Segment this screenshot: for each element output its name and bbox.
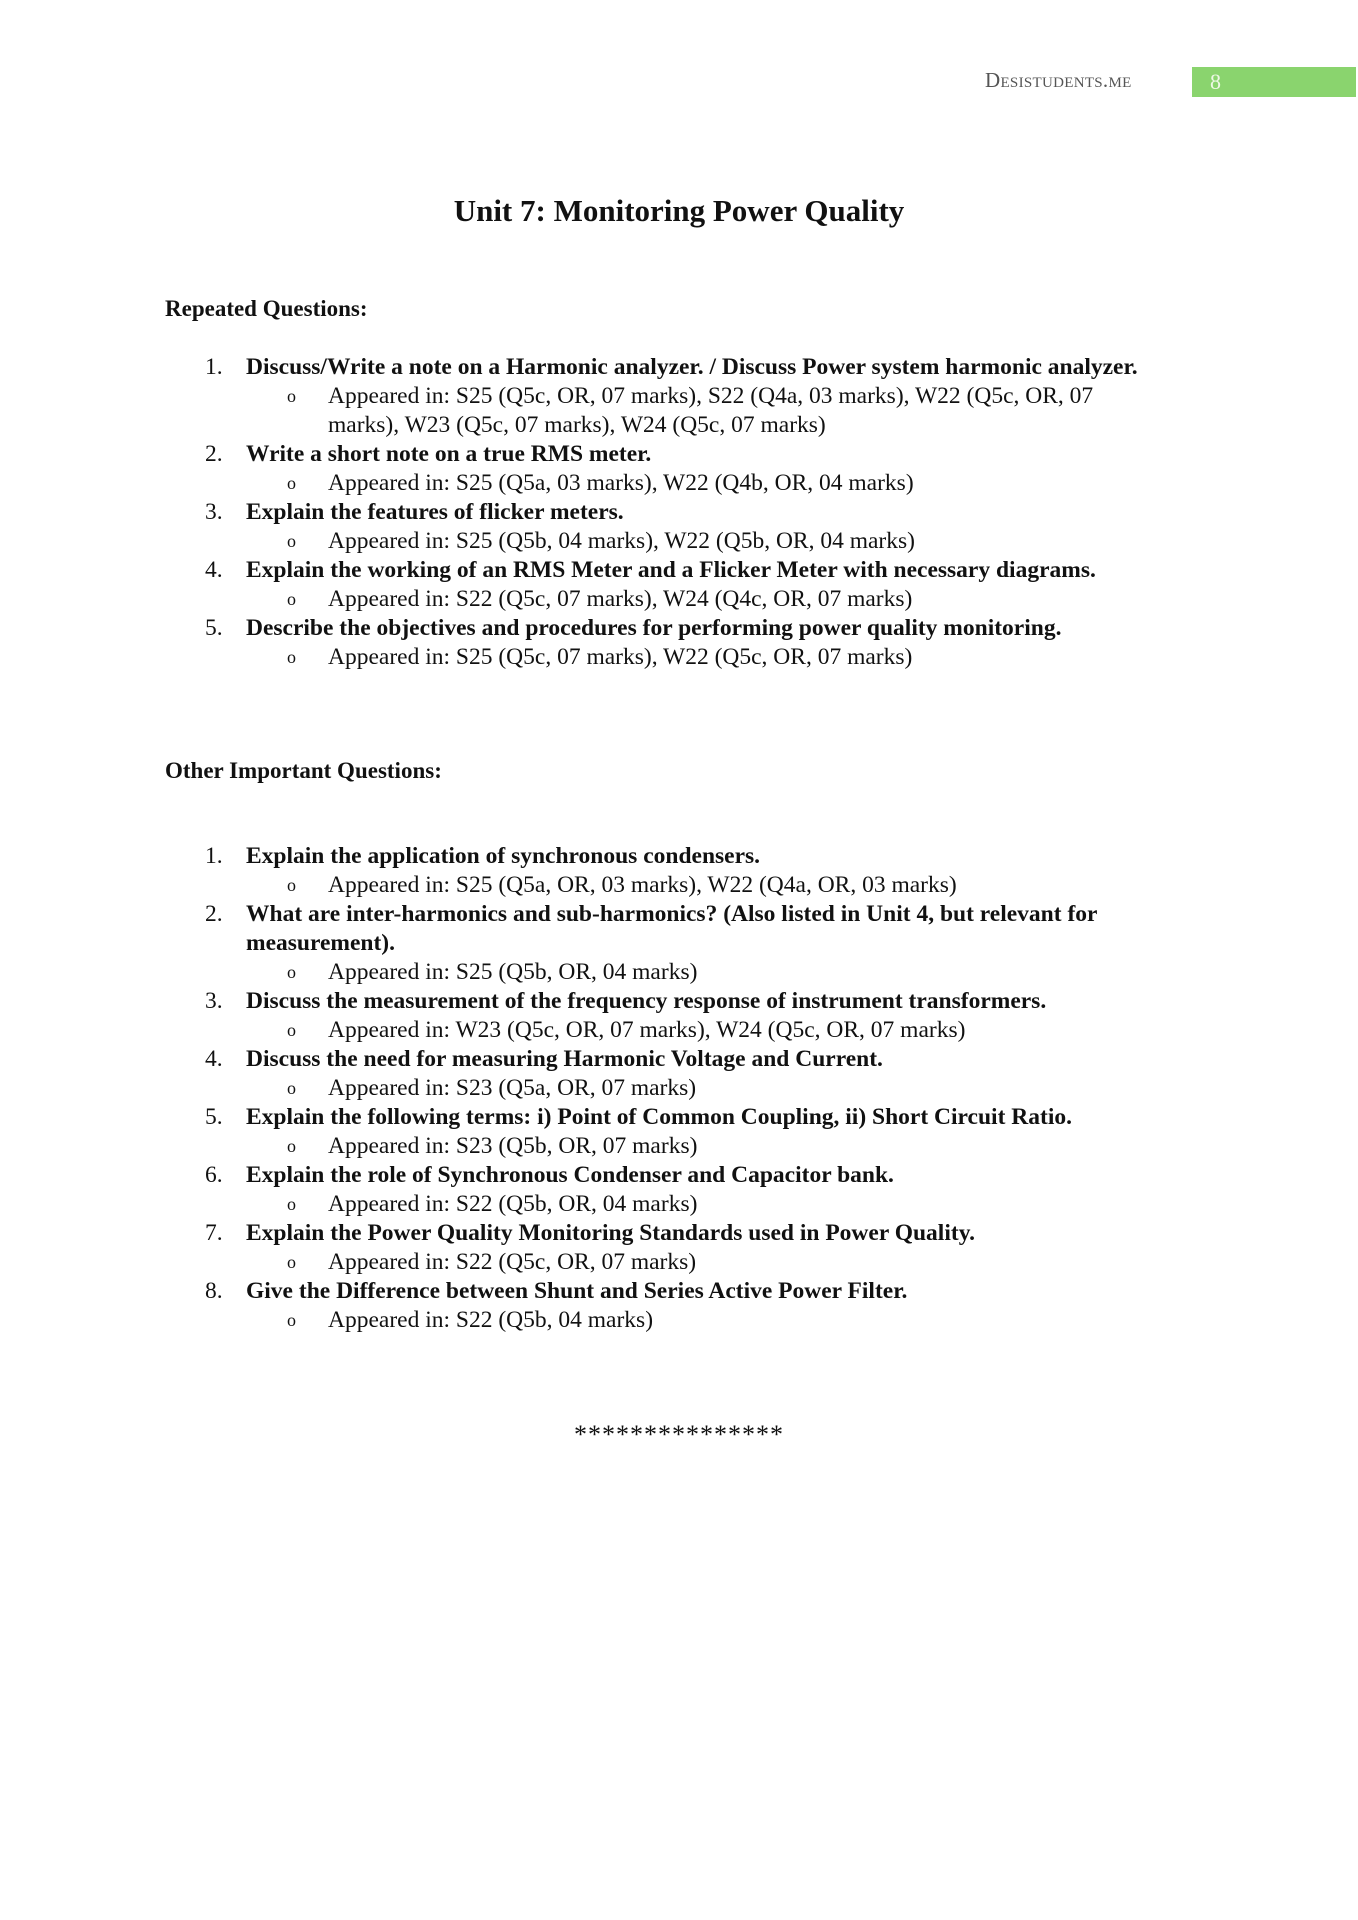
bullet-icon: o <box>287 1194 296 1214</box>
question-text: Explain the working of an RMS Meter and a Flicker Meter with necessary diagrams. <box>246 557 1096 583</box>
question-item <box>165 1161 1165 1190</box>
bullet-icon: o <box>287 1252 296 1272</box>
question-number: 2. <box>205 441 223 467</box>
question-item <box>165 987 1165 1016</box>
bullet-icon: o <box>287 589 296 609</box>
page-title: Unit 7: Monitoring Power Quality <box>453 193 905 228</box>
repeated-questions-list <box>165 353 1165 672</box>
bullet-icon: o <box>287 386 296 406</box>
question-number: 8. <box>205 1278 223 1304</box>
question-number: 1. <box>205 843 223 869</box>
appeared-in-item <box>165 1132 1165 1161</box>
appeared-in-item <box>165 1306 1165 1335</box>
appeared-in-text: Appeared in: S22 (Q5c, OR, 07 marks) <box>328 1249 697 1275</box>
appeared-in-text: Appeared in: S22 (Q5b, 04 marks) <box>328 1307 654 1333</box>
question-item <box>165 556 1165 585</box>
appeared-in-text: Appeared in: S25 (Q5a, OR, 03 marks), W22 (Q4a, OR, 03 marks) <box>328 872 957 898</box>
question-text: Explain the application of synchronous condensers. <box>246 843 761 869</box>
question-text: What are inter-harmonics and sub-harmonics? (Also listed in Unit 4, but relevant for measurement). <box>246 901 1098 956</box>
question-item <box>165 842 1165 871</box>
bullet-icon: o <box>287 1136 296 1156</box>
appeared-in-item <box>165 643 1165 672</box>
bullet-icon: o <box>287 1020 296 1040</box>
appeared-in-item <box>165 382 1165 440</box>
question-number: 5. <box>205 1104 223 1130</box>
question-number: 6. <box>205 1162 223 1188</box>
separator: *************** <box>574 1420 784 1449</box>
question-text: Explain the role of Synchronous Condenser and Capacitor bank. <box>246 1162 894 1188</box>
appeared-in-item <box>165 1248 1165 1277</box>
question-item <box>165 900 1165 958</box>
question-text: Write a short note on a true RMS meter. <box>246 441 652 467</box>
appeared-in-item <box>165 1190 1165 1219</box>
question-text: Explain the Power Quality Monitoring Standards used in Power Quality. <box>246 1220 976 1246</box>
appeared-in-text: Appeared in: S25 (Q5a, 03 marks), W22 (Q4b, OR, 04 marks) <box>328 470 914 496</box>
bullet-icon: o <box>287 1310 296 1330</box>
appeared-in-text: Appeared in: S25 (Q5c, 07 marks), W22 (Q5c, OR, 07 marks) <box>328 644 913 670</box>
bullet-icon: o <box>287 875 296 895</box>
appeared-in-item <box>165 1016 1165 1045</box>
site-name: Desistudents.me <box>985 68 1132 92</box>
question-number: 3. <box>205 988 223 1014</box>
appeared-in-text: Appeared in: S25 (Q5c, OR, 07 marks), S22 (Q4a, 03 marks), W22 (Q5c, OR, 07 marks), W23 (Q5c, 07 marks), W24 (Q5c, 07 marks) <box>328 383 1094 438</box>
question-text: Discuss the measurement of the frequency response of instrument transformers. <box>246 988 1047 1014</box>
bullet-icon: o <box>287 647 296 667</box>
appeared-in-text: Appeared in: W23 (Q5c, OR, 07 marks), W24 (Q5c, OR, 07 marks) <box>328 1017 966 1043</box>
bullet-icon: o <box>287 962 296 982</box>
question-text: Explain the following terms: i) Point of Common Coupling, ii) Short Circuit Ratio. <box>246 1104 1072 1130</box>
question-text: Give the Difference between Shunt and Series Active Power Filter. <box>246 1278 908 1304</box>
question-item <box>165 498 1165 527</box>
appeared-in-text: Appeared in: S22 (Q5c, 07 marks), W24 (Q4c, OR, 07 marks) <box>328 586 913 612</box>
appeared-in-item <box>165 469 1165 498</box>
question-text: Describe the objectives and procedures for performing power quality monitoring. <box>246 615 1062 641</box>
page-number-box <box>1192 67 1356 97</box>
question-number: 3. <box>205 499 223 525</box>
appeared-in-text: Appeared in: S23 (Q5a, OR, 07 marks) <box>328 1075 697 1101</box>
bullet-icon: o <box>287 531 296 551</box>
question-item <box>165 1103 1165 1132</box>
question-text: Discuss the need for measuring Harmonic Voltage and Current. <box>246 1046 883 1072</box>
appeared-in-item <box>165 1074 1165 1103</box>
appeared-in-text: Appeared in: S25 (Q5b, OR, 04 marks) <box>328 959 698 985</box>
appeared-in-text: Appeared in: S25 (Q5b, 04 marks), W22 (Q5b, OR, 04 marks) <box>328 528 915 554</box>
appeared-in-item <box>165 527 1165 556</box>
question-text: Discuss/Write a note on a Harmonic analyzer. / Discuss Power system harmonic analyzer. <box>246 354 1138 380</box>
other-questions-heading: Other Important Questions: <box>165 758 442 783</box>
question-text: Explain the features of flicker meters. <box>246 499 624 525</box>
question-item <box>165 1219 1165 1248</box>
question-item <box>165 440 1165 469</box>
question-number: 2. <box>205 901 223 927</box>
question-number: 7. <box>205 1220 223 1246</box>
question-item <box>165 1277 1165 1306</box>
question-number: 4. <box>205 1046 223 1072</box>
appeared-in-item <box>165 871 1165 900</box>
repeated-questions-heading: Repeated Questions: <box>165 296 368 321</box>
question-item <box>165 1045 1165 1074</box>
other-questions-list <box>165 842 1165 1335</box>
question-number: 1. <box>205 354 223 380</box>
appeared-in-item <box>165 585 1165 614</box>
question-number: 5. <box>205 615 223 641</box>
appeared-in-text: Appeared in: S23 (Q5b, OR, 07 marks) <box>328 1133 698 1159</box>
appeared-in-item <box>165 958 1165 987</box>
question-number: 4. <box>205 557 223 583</box>
page-number: 8 <box>1210 69 1221 94</box>
bullet-icon: o <box>287 1078 296 1098</box>
appeared-in-text: Appeared in: S22 (Q5b, OR, 04 marks) <box>328 1191 698 1217</box>
question-item <box>165 353 1165 382</box>
question-item <box>165 614 1165 643</box>
bullet-icon: o <box>287 473 296 493</box>
